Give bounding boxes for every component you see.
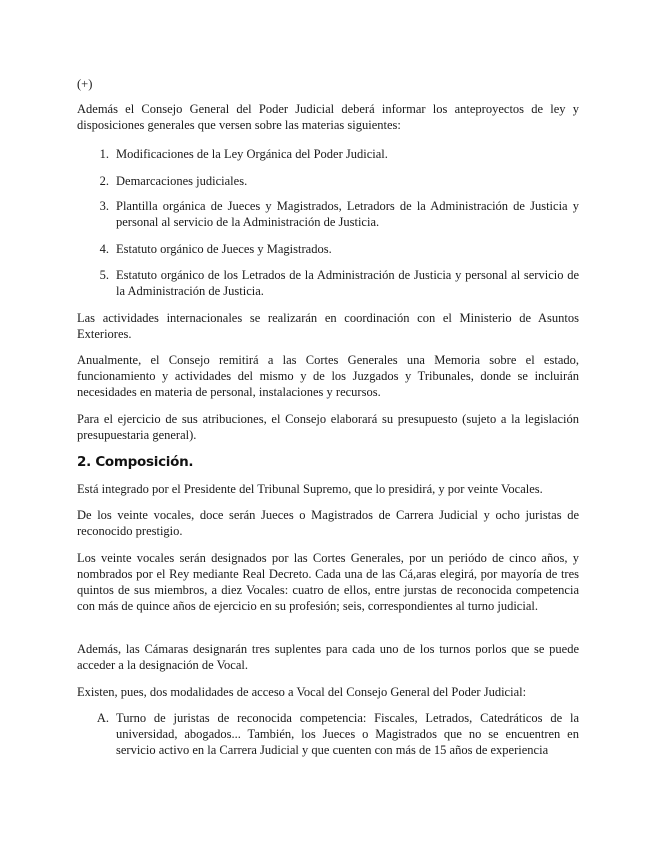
list-item-number: 2.: [99, 174, 109, 188]
list-item-text: Estatuto orgánico de Jueces y Magistrados.: [116, 242, 332, 256]
presupuesto-paragraph: Para el ejercicio de sus atribuciones, el Consejo elaborará su presupuesto (sujeto a la legislación presupuestaria general).: [77, 412, 579, 442]
list-item-letter: A.: [96, 711, 109, 725]
suplentes-paragraph: Además, las Cámaras designarán tres suplentes para cada uno de los turnos porlos que se puede acceder a la designación de Vocal.: [77, 642, 579, 672]
list-item-text: Estatuto orgánico de los Letrados de la Administración de Justicia y personal al servicio de la Administración de Justicia.: [116, 268, 579, 298]
list-item-number: 4.: [99, 242, 109, 256]
list-item-text: Modificaciones de la Ley Orgánica del Poder Judicial.: [116, 147, 388, 161]
integrado-paragraph: Está integrado por el Presidente del Tribunal Supremo, que lo presidirá, y por veinte Vocales.: [77, 482, 543, 496]
list-item-number: 1.: [99, 147, 109, 161]
internacionales-paragraph: Las actividades internacionales se realizarán en coordinación con el Ministerio de Asuntos Exteriores.: [77, 311, 579, 341]
revision-marker: (+): [77, 77, 93, 91]
section-heading: 2. Composición.: [77, 454, 194, 470]
intro-paragraph: Además el Consejo General del Poder Judicial deberá informar los anteproyectos de ley y disposiciones generales que versen sobre las materias siguientes:: [77, 102, 579, 132]
list-item-text: Demarcaciones judiciales.: [116, 174, 248, 188]
list-item-text: Turno de juristas de reconocida competencia: Fiscales, Letrados, Catedráticos de la universidad, abogados... También, los Jueces o Magistrados que no se encuentren en servicio activo en la Carrera Judicial y que cuenten con más de 15 años de experiencia: [116, 711, 579, 757]
designados-paragraph: Los veinte vocales serán designados por las Cortes Generales, por un periódo de cinco años, y nombrados por el Rey mediante Real Decreto. Cada una de las Cá,aras elegirá, por mayoría de tres quintos de sus miembros, a diez Vocales: cuatro de ellos, entre jurstas de reconocida competencia con más de quince años de ejercicio en su profesión; seis, correspondientes al turno judicial.: [77, 551, 579, 613]
list-item-number: 3.: [99, 199, 109, 213]
memoria-paragraph: Anualmente, el Consejo remitirá a las Cortes Generales una Memoria sobre el estado, funcionamiento y actividades del mismo y de los Juzgados y Tribunales, donde se incluirán necesidades en materia de personal, instalaciones y recursos.: [77, 353, 579, 399]
veinte-vocales-paragraph: De los veinte vocales, doce serán Jueces o Magistrados de Carrera Judicial y ocho juristas de reconocido prestigio.: [77, 508, 579, 538]
list-item-number: 5.: [99, 268, 109, 282]
list-item-text: Plantilla orgánica de Jueces y Magistrados, Letradors de la Administración de Justicia y personal al servicio de la Administración de Justicia.: [116, 199, 579, 229]
modalidades-paragraph: Existen, pues, dos modalidades de acceso a Vocal del Consejo General del Poder Judicial:: [77, 685, 527, 699]
